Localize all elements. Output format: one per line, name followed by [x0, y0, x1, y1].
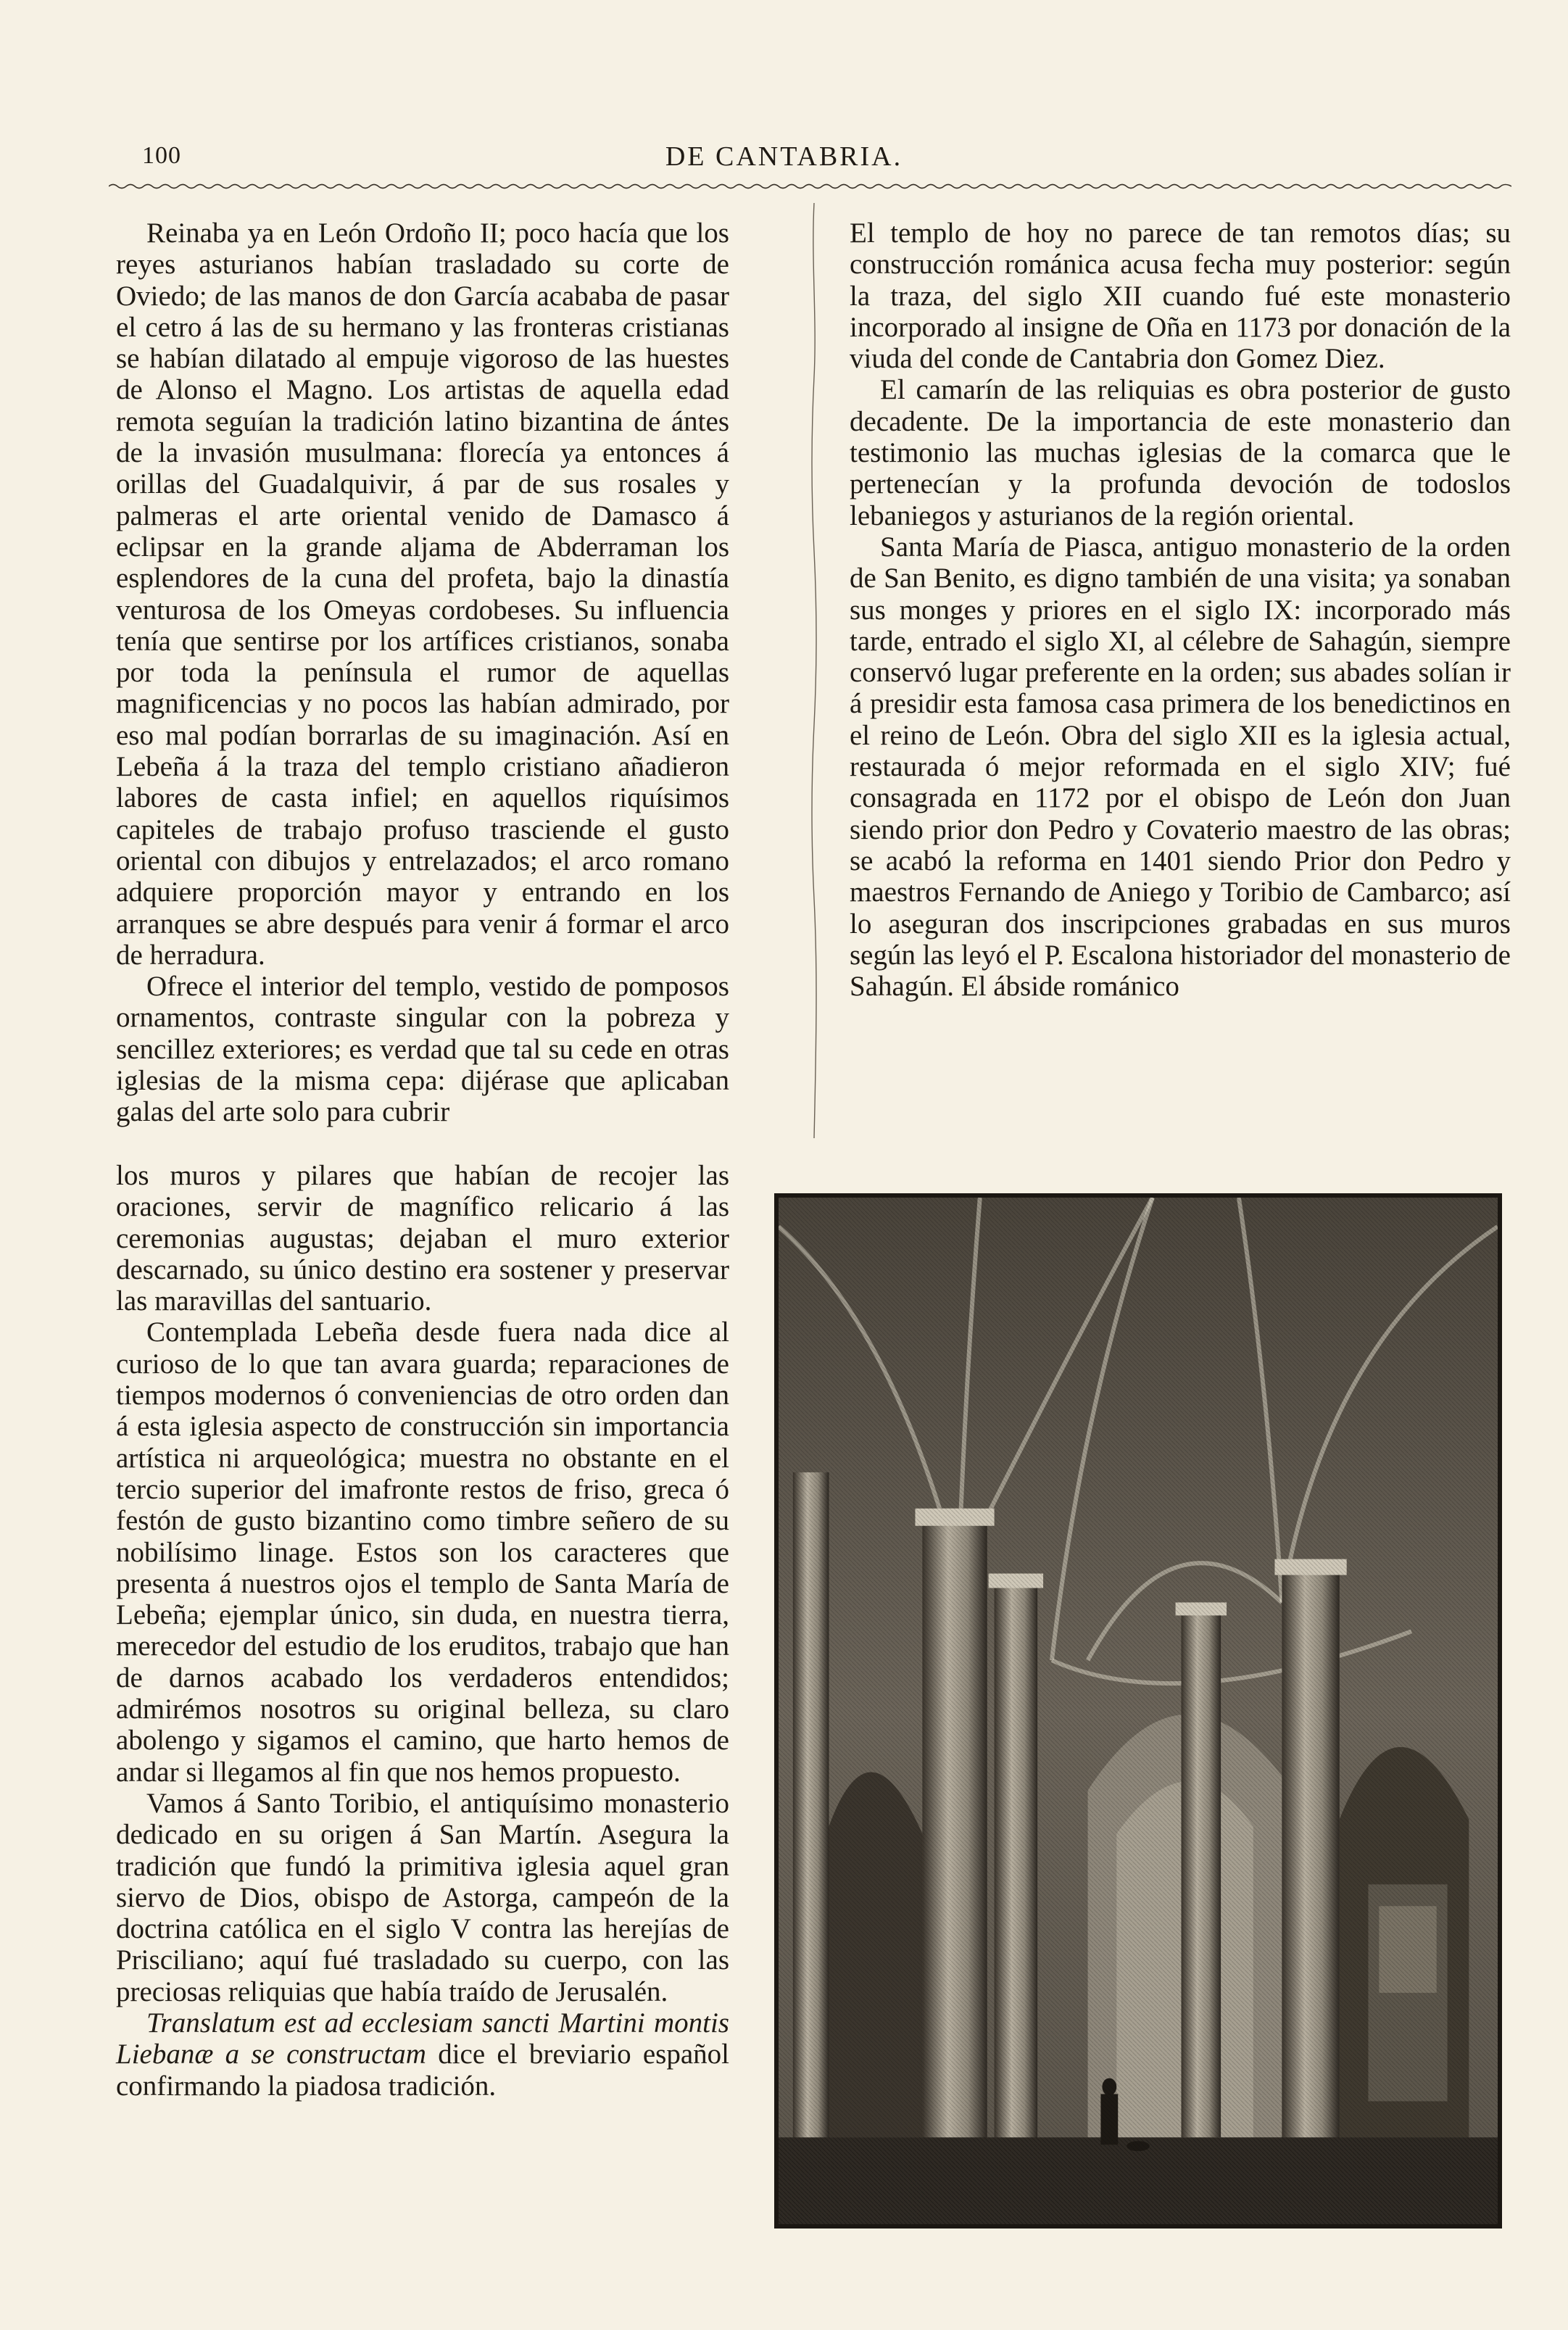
- left-column-lower: [116, 1160, 729, 2102]
- paragraph: Vamos á Santo Toribio, el antiquísimo monasterio dedicado en su origen á San Martín. Asegura la tradición que fundó la primitiva iglesia aquel gran siervo de Dios, obispo de Astorga, campeón de la doctrina católica en el siglo V contra las herejías de Prisciliano; aquí fué trasladado su cuerpo, con las preciosas reliquias que había traído de Jerusalén.: [116, 1787, 729, 2007]
- paragraph: Santa María de Piasca, antiguo monasterio de la orden de San Benito, es digno también de una visita; ya sonaban sus monges y priores en el siglo IX: incorporado más tarde, entrado el siglo XI, al célebre de Sahagún, siempre conservó lugar preferente en la orden; sus abades solían ir á presidir esta famosa casa primera de los benedictinos en el reino de León. Obra del siglo XII es la iglesia actual, restaurada ó mejor reformada en el siglo XIV; fué consagrada en 1172 por el obispo de León don Juan siendo prior don Pedro y Covaterio maestro de las obras; se acabó la reforma en 1401 siendo Prior don Pedro y maestros Fernando de Aniego y Toribio de Cambarco; así lo aseguran dos inscripciones grabadas en sus muros según las leyó el P. Escalona historiador del monasterio de Sahagún. El ábside románico: [850, 531, 1511, 1003]
- column-divider: [810, 203, 818, 1138]
- latin-quote: Translatum est ad ecclesiam sancti Martini montis Liebanæ a se constructam: [116, 2007, 729, 2070]
- header-wavy-rule: [109, 183, 1511, 190]
- page-number: 100: [142, 142, 181, 169]
- left-column-top: [116, 217, 729, 1128]
- church-interior-illustration: [774, 1193, 1502, 2229]
- paragraph: [116, 2007, 729, 2102]
- paragraph: El templo de hoy no parece de tan remotos días; su construcción románica acusa fecha muy posterior: según la traza, del siglo XII cuando fué este monasterio incorporado al insigne de Oña en 1173 por donación de la viuda del conde de Cantabria don Gomez Diez.: [850, 217, 1511, 375]
- right-column: [850, 217, 1511, 1002]
- paragraph: Ofrece el interior del templo, vestido de pomposos ornamentos, contraste singular con la pobreza y sencillez exteriores; es verdad que tal su cede en otras iglesias de la misma cepa: dijérase que aplicaban galas del arte solo para cubrir: [116, 971, 729, 1128]
- paragraph: Contemplada Lebeña desde fuera nada dice al curioso de lo que tan avara guarda; reparaciones de tiempos modernos ó conveniencias de otro orden dan á esta iglesia aspecto de construcción sin importancia artística ni arqueológica; muestra no obstante en el tercio superior del imafronte restos de friso, greca ó festón de gusto bizantino como timbre señero de su nobilísimo linage. Estos son los caracteres que presenta á nuestros ojos el templo de Santa María de Lebeña; ejemplar único, sin duda, en nuestra tierra, merecedor del estudio de los eruditos, trabajo que han de darnos acabado los verdaderos entendidos; admirémos nosotros su original belleza, su claro abolengo y sigamos el camino, que harto hemos de andar si llegamos al fin que nos hemos propuesto.: [116, 1317, 729, 1788]
- paragraph: El camarín de las reliquias es obra posterior de gusto decadente. De la importancia de este monasterio dan testimonio las muchas iglesias de la comarca que le pertenecían y la profunda devoción de todoslos lebaniegos y asturianos de la región oriental.: [850, 374, 1511, 531]
- paragraph: Reinaba ya en León Ordoño II; poco hacía que los reyes asturianos habían trasladado su corte de Oviedo; de las manos de don García acababa de pasar el cetro á las de su hermano y las fronteras cristianas se habían dilatado al empuje vigoroso de las huestes de Alonso el Magno. Los artistas de aquella edad remota seguían la tradición latino bizantina de ántes de la invasión musulmana: florecía ya entonces á orillas del Guadalquivir, á par de sus rosales y palmeras el arte oriental venido de Damasco á eclipsar en la grande aljama de Abderraman los esplendores de la cuna del profeta, bajo la dinastía venturosa de los Omeyas cordobeses. Su influencia tenía que sentirse por los artífices cristianos, sonaba por toda la península el rumor de aquellas magnificencias y no pocos las habían admirado, por eso mal podían borrarlas de su imaginación. Así en Lebeña á la traza del templo cristiano añadieron labores de casta infiel; en aquellos riquísimos capiteles de trabajo profuso trasciende el gusto oriental con dibujos y entrelazados; el arco romano adquiere proporción mayor y entrando en los arranques se abre después para venir á formar el arco de herradura.: [116, 217, 729, 971]
- paragraph-text: dice el breviario español confirmando la piadosa tradición.: [116, 2039, 729, 2102]
- paragraph: los muros y pilares que habían de recojer las oraciones, servir de magnífico relicario á las ceremonias augustas; dejaban el muro exterior descarnado, su único destino era sostener y preservar las maravillas del santuario.: [116, 1160, 729, 1317]
- running-title: DE CANTABRIA.: [665, 141, 903, 172]
- gothic-nave-engraving: [779, 1198, 1498, 2224]
